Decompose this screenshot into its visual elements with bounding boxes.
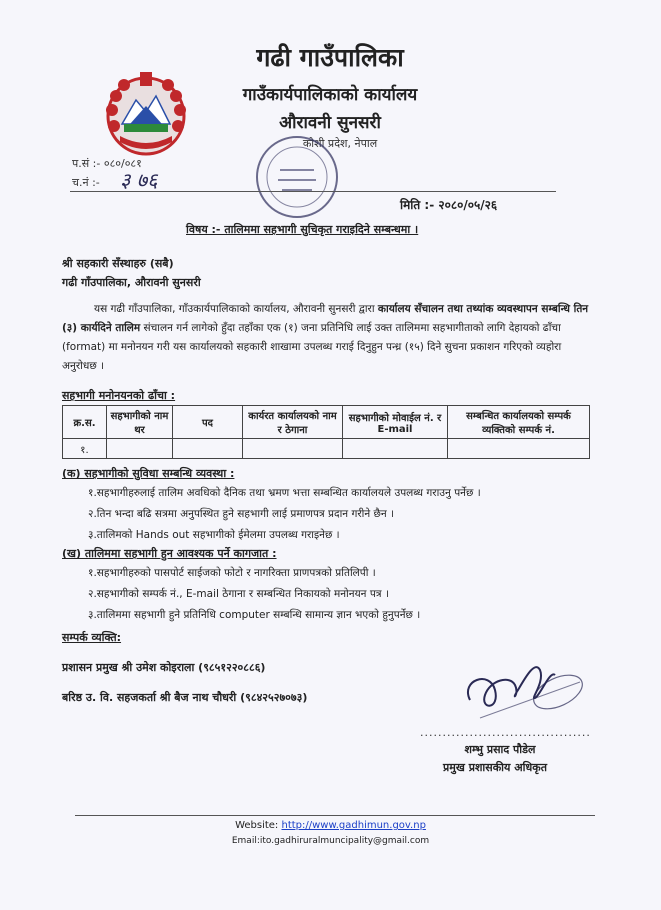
office-place: औरावनी सुनसरी bbox=[279, 113, 381, 133]
table-cell bbox=[448, 439, 590, 459]
nepal-emblem-icon bbox=[100, 66, 192, 158]
table-cell-sn: १. bbox=[63, 439, 107, 459]
table-cell bbox=[243, 439, 343, 459]
letter-date: मिति :- २०८०/०५/२६ bbox=[400, 198, 498, 212]
form-title: सहभागी मनोनयनको ढाँचा : bbox=[62, 389, 176, 402]
header-divider bbox=[70, 191, 556, 192]
table-header-name: सहभागीको नाम थर bbox=[107, 406, 173, 439]
footer-divider bbox=[75, 815, 595, 816]
letter-subject: विषय :- तालिममा सहभागी सुचिकृत गराइदिने सम्बन्धमा । bbox=[186, 223, 419, 236]
body-text-bold: कार्यालय सँचालन तथा तथ्यांक व्यवस्थापन सम्बन्धि तिन (३) कार्यदिने तालिम bbox=[62, 303, 589, 334]
signatory-title: प्रमुख प्रशासकीय अधिकृत bbox=[443, 761, 547, 774]
list-item: १.सहभागीहरुको पासपोर्ट साईजको फोटो र नागरिक्ता प्राणपत्रको प्रतिलिपी । bbox=[88, 567, 376, 579]
table-cell bbox=[173, 439, 243, 459]
table-header-mobile: सहभागीको मोवाईल नं. र E-mail bbox=[343, 406, 448, 439]
list-item: १.सहभागीहरुलाई तालिम अवधिको दैनिक तथा भ्रमण भत्ता सम्बन्धित कार्यालयले उपलब्ध गराउनु पर्नेछ । bbox=[88, 487, 481, 499]
province-line: कोशी प्रदेश, नेपाल bbox=[302, 137, 378, 150]
office-stamp-icon bbox=[250, 130, 345, 225]
body-text-1: यस गढी गाँउपालिका, गाँउकार्यपालिकाको कार्यालय, औरावनी सुनसरी द्वारा bbox=[94, 303, 378, 315]
table-cell bbox=[343, 439, 448, 459]
signatory-name: शम्भु प्रसाद पौडेल bbox=[464, 743, 536, 756]
body-text-2: संचालन गर्न लागेको हुँदा तहाँका एक (१) जना प्रतिनिधि लाई उक्त तालिममा सहभागीताको लागि देहायको ढाँचा (format) मा मनोनयन गरी यस कार्यालयको सहकारी शाखामा उपलब्ध गराई दिनुहुन पन्ध्र (१५) दिने सुचना प्रकाशन गरिएको व्यहोरा अनुरोधछ । bbox=[62, 322, 562, 372]
table-header-office: कार्यरत कार्यालयको नाम र ठेगाना bbox=[243, 406, 343, 439]
addressee-line-2: गढी गाँउपालिका, औरावनी सुनसरी bbox=[62, 276, 201, 289]
table-row bbox=[63, 439, 590, 459]
contact-title: सम्पर्क व्यक्ति: bbox=[62, 631, 122, 644]
section-b-list bbox=[88, 563, 608, 626]
list-item: ३.तालिमको Hands out सहभागीको ईमेलमा उपलब्ध गराइनेछ । bbox=[88, 529, 340, 541]
section-a-title: (क) सहभागीको सुविधा सम्बन्धि व्यवस्था : bbox=[62, 467, 235, 480]
addressee-line-1: श्री सहकारी सँस्थाहरु (सबै) bbox=[62, 257, 174, 270]
table-cell bbox=[107, 439, 173, 459]
website-link[interactable]: http://www.gadhimun.gov.np bbox=[281, 820, 426, 831]
list-item: ३.तालिममा सहभागी हुने प्रतिनिधि computer सम्बन्धि सामान्य ज्ञान भएको हुनुपर्नेछ । bbox=[88, 609, 421, 621]
municipality-title: गढी गाउँपालिका bbox=[256, 43, 404, 72]
footer-email: Email:ito.gadhiruralmuncipality@gmail.com bbox=[231, 836, 430, 846]
reference-number: प.सं :- ०८०/०८१ bbox=[72, 157, 142, 170]
dispatch-number-label: च.नं :- bbox=[72, 176, 100, 189]
table-header-sn: क्र.स. bbox=[63, 406, 107, 439]
nomination-form-table bbox=[62, 405, 590, 459]
table-header-contact: सम्बन्धित कार्यालयको सम्पर्क व्यक्तिको सम्पर्क नं. bbox=[448, 406, 590, 439]
website-label: Website: bbox=[235, 820, 282, 831]
list-item: २.सहभागीको सम्पर्क नं., E-mail ठेगाना र सम्बन्धित निकायको मनोनयन पत्र । bbox=[88, 588, 389, 600]
office-name: गाउँकार्यपालिकाको कार्यालय bbox=[242, 85, 418, 105]
section-b-title: (ख) तालिममा सहभागी हुन आवश्यक पर्ने कागजात : bbox=[62, 547, 277, 560]
list-item: २.तिन भन्दा बढि सत्रमा अनुपस्थित हुने सहभागी लाई प्रमाणपत्र प्रदान गरीने छैन । bbox=[88, 508, 395, 520]
dispatch-number-value: ३ ७६ bbox=[120, 168, 158, 192]
signature-icon bbox=[440, 640, 590, 730]
contact-person-1: प्रशासन प्रमुख श्री उमेश कोइराला (९८५१२२०८८६) bbox=[62, 661, 266, 674]
contact-person-2: बरिष्ठ उ. वि. सहजकर्ता श्री बैज नाथ चौधरी (९८४२५२७०७३) bbox=[62, 691, 308, 704]
section-a-list bbox=[88, 483, 608, 546]
table-header-post: पद bbox=[173, 406, 243, 439]
footer-website bbox=[0, 820, 661, 831]
signature-dots: ...................................... bbox=[420, 726, 591, 739]
body-paragraph bbox=[62, 300, 592, 376]
